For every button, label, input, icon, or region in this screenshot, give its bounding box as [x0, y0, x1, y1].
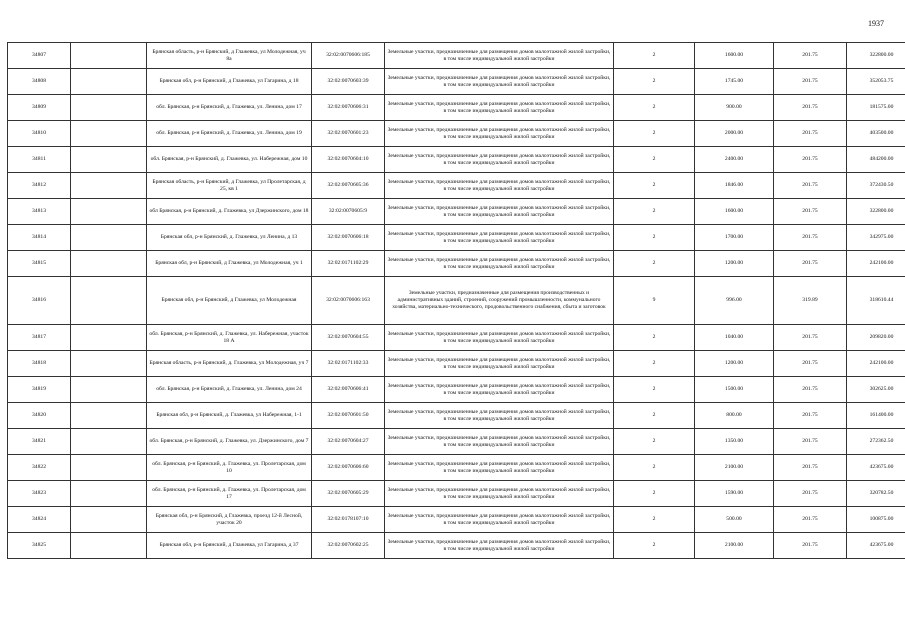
specific-value-cell: 201.75	[774, 429, 847, 455]
specific-value-cell: 201.75	[774, 95, 847, 121]
use-group-cell: 2	[614, 507, 695, 533]
cadastral-number-cell: 32:02:0070601:23	[312, 121, 385, 147]
land-use-cell: Земельные участки, предназначенные для размещения домов малоэтажной жилой застройки, в том числе индивидуальной жилой застройки	[385, 199, 614, 225]
row-number-cell: 34823	[8, 481, 71, 507]
land-use-cell: Земельные участки, предназначенные для размещения домов малоэтажной жилой застройки, в том числе индивидуальной жилой застройки	[385, 377, 614, 403]
use-group-cell: 2	[614, 147, 695, 173]
row-number-cell: 34820	[8, 403, 71, 429]
address-cell: обл. Брянская, р-н Брянский, д. Глажевка, ул. Пролетарская, дом 10	[147, 455, 312, 481]
empty-cell	[71, 69, 147, 95]
cadastral-value-cell: 484200.00	[847, 147, 905, 173]
table-row	[8, 95, 905, 121]
land-use-cell: Земельные участки, предназначенные для размещения производственных и административных зданий, строений, сооружений промышленности, коммунального хозяйства, материально-технического, продовольственного снабжения, сбыта и заготовок	[385, 277, 614, 325]
land-use-cell: Земельные участки, предназначенные для размещения домов малоэтажной жилой застройки, в том числе индивидуальной жилой застройки	[385, 351, 614, 377]
cadastral-value-cell: 403500.00	[847, 121, 905, 147]
use-group-cell: 2	[614, 325, 695, 351]
row-number-cell: 34814	[8, 225, 71, 251]
cadastral-number-cell: 32:02:0178107:10	[312, 507, 385, 533]
area-cell: 2100.00	[695, 533, 774, 559]
specific-value-cell: 201.75	[774, 533, 847, 559]
land-use-cell: Земельные участки, предназначенные для размещения домов малоэтажной жилой застройки, в том числе индивидуальной жилой застройки	[385, 481, 614, 507]
cadastral-value-cell: 423675.00	[847, 533, 905, 559]
land-use-cell: Земельные участки, предназначенные для размещения домов малоэтажной жилой застройки, в том числе индивидуальной жилой застройки	[385, 533, 614, 559]
table-body	[8, 43, 905, 559]
cadastral-number-cell: 32:02:0171102:33	[312, 351, 385, 377]
specific-value-cell: 201.75	[774, 481, 847, 507]
cadastral-number-cell: 32:02:0070606:60	[312, 455, 385, 481]
table-row	[8, 225, 905, 251]
specific-value-cell: 201.75	[774, 507, 847, 533]
row-number-cell: 34807	[8, 43, 71, 69]
use-group-cell: 2	[614, 403, 695, 429]
area-cell: 1040.00	[695, 325, 774, 351]
land-use-cell: Земельные участки, предназначенные для размещения домов малоэтажной жилой застройки, в том числе индивидуальной жилой застройки	[385, 43, 614, 69]
land-use-cell: Земельные участки, предназначенные для размещения домов малоэтажной жилой застройки, в том числе индивидуальной жилой застройки	[385, 69, 614, 95]
table-row	[8, 199, 905, 225]
cadastral-value-cell: 318610.44	[847, 277, 905, 325]
cadastral-value-cell: 181575.00	[847, 95, 905, 121]
row-number-cell: 34824	[8, 507, 71, 533]
table-row	[8, 377, 905, 403]
specific-value-cell: 201.75	[774, 121, 847, 147]
row-number-cell: 34818	[8, 351, 71, 377]
address-cell: Брянская область, р-н Брянский, д Глажевка, ул Молодежная, уч 8а	[147, 43, 312, 69]
specific-value-cell: 201.75	[774, 377, 847, 403]
area-cell: 2000.00	[695, 121, 774, 147]
land-use-cell: Земельные участки, предназначенные для размещения домов малоэтажной жилой застройки, в том числе индивидуальной жилой застройки	[385, 173, 614, 199]
use-group-cell: 2	[614, 429, 695, 455]
row-number-cell: 34810	[8, 121, 71, 147]
area-cell: 1600.00	[695, 199, 774, 225]
area-cell: 500.00	[695, 507, 774, 533]
specific-value-cell: 201.75	[774, 199, 847, 225]
address-cell: Брянская обл, р-н Брянский, д Глажевка, ул Молодежная, уч 1	[147, 251, 312, 277]
area-cell: 2100.00	[695, 455, 774, 481]
table-row	[8, 121, 905, 147]
row-number-cell: 34821	[8, 429, 71, 455]
area-cell: 1700.00	[695, 225, 774, 251]
use-group-cell: 2	[614, 43, 695, 69]
land-use-cell: Земельные участки, предназначенные для размещения домов малоэтажной жилой застройки, в том числе индивидуальной жилой застройки	[385, 429, 614, 455]
empty-cell	[71, 351, 147, 377]
specific-value-cell: 201.75	[774, 147, 847, 173]
row-number-cell: 34825	[8, 533, 71, 559]
specific-value-cell: 201.75	[774, 225, 847, 251]
use-group-cell: 2	[614, 225, 695, 251]
table-row	[8, 69, 905, 95]
row-number-cell: 34808	[8, 69, 71, 95]
address-cell: Брянская обл, р-н Брянский, д Глажевка, ул Молодежная	[147, 277, 312, 325]
land-use-cell: Земельные участки, предназначенные для размещения домов малоэтажной жилой застройки, в том числе индивидуальной жилой застройки	[385, 251, 614, 277]
empty-cell	[71, 147, 147, 173]
row-number-cell: 34817	[8, 325, 71, 351]
area-cell: 1590.00	[695, 481, 774, 507]
empty-cell	[71, 481, 147, 507]
address-cell: обл Брянская, р-н Брянский, д. Глажевка, ул Дзержинского, дом 18	[147, 199, 312, 225]
cadastral-number-cell: 32:02:0171102:29	[312, 251, 385, 277]
land-use-cell: Земельные участки, предназначенные для размещения домов малоэтажной жилой застройки, в том числе индивидуальной жилой застройки	[385, 455, 614, 481]
cadastral-number-cell: 32:02:0070606:18	[312, 225, 385, 251]
table-row	[8, 251, 905, 277]
table-row	[8, 481, 905, 507]
land-use-cell: Земельные участки, предназначенные для размещения домов малоэтажной жилой застройки, в том числе индивидуальной жилой застройки	[385, 403, 614, 429]
use-group-cell: 2	[614, 173, 695, 199]
address-cell: Брянская обл, р-н Брянский, д Глажевка, проезд 12-й Лесной, участок 20	[147, 507, 312, 533]
specific-value-cell: 319.89	[774, 277, 847, 325]
cadastral-number-cell: 32:02:0070605:9	[312, 199, 385, 225]
empty-cell	[71, 43, 147, 69]
cadastral-value-cell: 372430.50	[847, 173, 905, 199]
cadastral-value-cell: 352053.75	[847, 69, 905, 95]
use-group-cell: 2	[614, 351, 695, 377]
cadastral-value-cell: 242100.00	[847, 351, 905, 377]
table-row	[8, 455, 905, 481]
row-number-cell: 34815	[8, 251, 71, 277]
area-cell: 1200.00	[695, 351, 774, 377]
cadastral-value-cell: 242100.00	[847, 251, 905, 277]
row-number-cell: 34812	[8, 173, 71, 199]
table-row	[8, 403, 905, 429]
table-row	[8, 277, 905, 325]
cadastral-value-cell: 272362.50	[847, 429, 905, 455]
use-group-cell: 2	[614, 251, 695, 277]
address-cell: Брянская обл, р-н Брянский, д Глажевка, ул Гагарина, д 18	[147, 69, 312, 95]
area-cell: 2400.00	[695, 147, 774, 173]
empty-cell	[71, 95, 147, 121]
land-use-cell: Земельные участки, предназначенные для размещения домов малоэтажной жилой застройки, в том числе индивидуальной жилой застройки	[385, 121, 614, 147]
empty-cell	[71, 429, 147, 455]
use-group-cell: 2	[614, 95, 695, 121]
specific-value-cell: 201.75	[774, 325, 847, 351]
use-group-cell: 9	[614, 277, 695, 325]
table-row	[8, 507, 905, 533]
cadastral-number-cell: 32:02:0070604:27	[312, 429, 385, 455]
address-cell: обл. Брянская, р-н Брянский, д. Глажевка, ул. Дзержинского, дом 7	[147, 429, 312, 455]
row-number-cell: 34822	[8, 455, 71, 481]
specific-value-cell: 201.75	[774, 403, 847, 429]
cadastral-number-cell: 32:02:0070606:163	[312, 277, 385, 325]
use-group-cell: 2	[614, 121, 695, 147]
cadastral-number-cell: 32:02:0070606:185	[312, 43, 385, 69]
area-cell: 900.00	[695, 95, 774, 121]
specific-value-cell: 201.75	[774, 251, 847, 277]
area-cell: 1745.00	[695, 69, 774, 95]
row-number-cell: 34811	[8, 147, 71, 173]
specific-value-cell: 201.75	[774, 173, 847, 199]
address-cell: обл. Брянская, р-н Брянский, д. Глажевка, ул. Ленина, дом 17	[147, 95, 312, 121]
empty-cell	[71, 533, 147, 559]
cadastral-number-cell: 32:02:0070601:50	[312, 403, 385, 429]
row-number-cell: 34816	[8, 277, 71, 325]
table-row	[8, 429, 905, 455]
use-group-cell: 2	[614, 481, 695, 507]
use-group-cell: 2	[614, 377, 695, 403]
cadastral-number-cell: 32:02:0070604:10	[312, 147, 385, 173]
table-row	[8, 533, 905, 559]
cadastral-number-cell: 32:02:0070605:29	[312, 481, 385, 507]
empty-cell	[71, 277, 147, 325]
empty-cell	[71, 251, 147, 277]
empty-cell	[71, 173, 147, 199]
cadastral-number-cell: 32:02:0070603:39	[312, 69, 385, 95]
use-group-cell: 2	[614, 69, 695, 95]
area-cell: 1500.00	[695, 377, 774, 403]
row-number-cell: 34813	[8, 199, 71, 225]
address-cell: Брянская обл, р-н Брянский, д. Глажевка, ул Ленина, д 13	[147, 225, 312, 251]
table-row	[8, 173, 905, 199]
row-number-cell: 34819	[8, 377, 71, 403]
specific-value-cell: 201.75	[774, 43, 847, 69]
area-cell: 800.00	[695, 403, 774, 429]
table-row	[8, 351, 905, 377]
use-group-cell: 2	[614, 455, 695, 481]
use-group-cell: 2	[614, 199, 695, 225]
address-cell: обл. Брянская, р-н Брянский, д. Глажевка, ул. Ленина, дом 19	[147, 121, 312, 147]
cadastral-value-cell: 342975.00	[847, 225, 905, 251]
empty-cell	[71, 199, 147, 225]
empty-cell	[71, 507, 147, 533]
address-cell: обл. Брянская, р-н Брянский, д. Глажевка, ул. Набережная, дом 10	[147, 147, 312, 173]
table-row	[8, 43, 905, 69]
empty-cell	[71, 325, 147, 351]
cadastral-number-cell: 32:02:0070604:55	[312, 325, 385, 351]
empty-cell	[71, 455, 147, 481]
empty-cell	[71, 121, 147, 147]
land-use-cell: Земельные участки, предназначенные для размещения домов малоэтажной жилой застройки, в том числе индивидуальной жилой застройки	[385, 95, 614, 121]
empty-cell	[71, 377, 147, 403]
address-cell: обл. Брянская, р-н Брянский, д. Глажевка, ул. Ленина, дом 24	[147, 377, 312, 403]
address-cell: обл. Брянская, р-н Брянский, д. Глажевка, ул. Пролетарская, дом 17	[147, 481, 312, 507]
row-number-cell: 34809	[8, 95, 71, 121]
cadastral-number-cell: 32:02:0070605:36	[312, 173, 385, 199]
address-cell: Брянская область, р-н Брянский, д Глажевка, ул Пролетарская, д 25, кв 1	[147, 173, 312, 199]
area-cell: 1846.00	[695, 173, 774, 199]
area-cell: 996.00	[695, 277, 774, 325]
land-use-cell: Земельные участки, предназначенные для размещения домов малоэтажной жилой застройки, в том числе индивидуальной жилой застройки	[385, 225, 614, 251]
cadastral-value-cell: 423675.00	[847, 455, 905, 481]
empty-cell	[71, 225, 147, 251]
address-cell: Брянская обл, р-н Брянский, д Глажевка, ул Гагарина, д 37	[147, 533, 312, 559]
land-use-cell: Земельные участки, предназначенные для размещения домов малоэтажной жилой застройки, в том числе индивидуальной жилой застройки	[385, 147, 614, 173]
cadastral-value-cell: 209820.00	[847, 325, 905, 351]
address-cell: Брянская обл, р-н Брянский, д. Глажевка, ул Набережная, 1-1	[147, 403, 312, 429]
empty-cell	[71, 403, 147, 429]
specific-value-cell: 201.75	[774, 455, 847, 481]
page-number: 1937	[868, 19, 884, 28]
cadastral-value-cell: 320782.50	[847, 481, 905, 507]
cadastral-value-cell: 100875.00	[847, 507, 905, 533]
cadastral-value-cell: 302625.00	[847, 377, 905, 403]
area-cell: 1350.00	[695, 429, 774, 455]
table-row	[8, 325, 905, 351]
cadastral-value-table	[7, 42, 905, 559]
cadastral-number-cell: 32:02:0070606:41	[312, 377, 385, 403]
table-row	[8, 147, 905, 173]
land-use-cell: Земельные участки, предназначенные для размещения домов малоэтажной жилой застройки, в том числе индивидуальной жилой застройки	[385, 507, 614, 533]
cadastral-value-cell: 322800.00	[847, 199, 905, 225]
cadastral-number-cell: 32:02:0070606:31	[312, 95, 385, 121]
area-cell: 1200.00	[695, 251, 774, 277]
specific-value-cell: 201.75	[774, 351, 847, 377]
cadastral-number-cell: 32:02:0070602:25	[312, 533, 385, 559]
address-cell: Брянская область, р-н Брянский, д. Глажевка, ул Молодежная, уч 7	[147, 351, 312, 377]
area-cell: 1600.00	[695, 43, 774, 69]
cadastral-value-cell: 161400.00	[847, 403, 905, 429]
land-use-cell: Земельные участки, предназначенные для размещения домов малоэтажной жилой застройки, в том числе индивидуальной жилой застройки	[385, 325, 614, 351]
specific-value-cell: 201.75	[774, 69, 847, 95]
address-cell: обл. Брянская, р-н Брянский, д. Глажевка, ул. Набережная, участок 18 А	[147, 325, 312, 351]
use-group-cell: 2	[614, 533, 695, 559]
cadastral-value-cell: 322800.00	[847, 43, 905, 69]
